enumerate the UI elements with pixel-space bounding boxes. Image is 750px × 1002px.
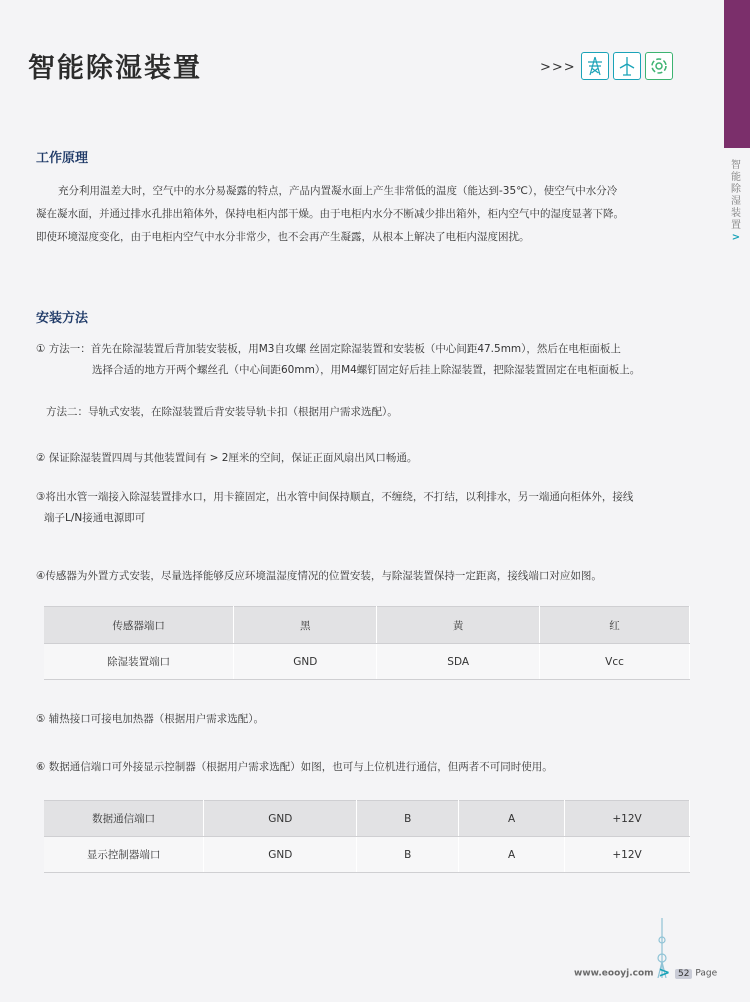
table-cell: GND [204, 837, 357, 873]
table-row [44, 801, 690, 837]
table-cell: +12V [565, 801, 690, 837]
power-tower-icon [581, 52, 609, 80]
circular-arrows-icon [645, 52, 673, 80]
table-cell: 除湿装置端口 [44, 644, 234, 680]
footer-arrow-icon: > [658, 965, 671, 981]
sensor-port-table [44, 606, 690, 680]
table-cell: SDA [377, 644, 540, 680]
table-row [44, 837, 690, 873]
principle-paragraph [36, 180, 716, 249]
install-item-1-line-2: 选择合适的地方开两个螺丝孔（中心间距60mm），用M4螺钉固定好后挂上除湿装置，把除湿装置固定在电柜面板上。 [92, 364, 641, 376]
principle-line-2: 凝在凝水面，并通过排水孔排出箱体外，保持电柜内部干燥。由于电柜内水分不断减少排出箱外，柜内空气中的湿度显著下降。 [36, 208, 624, 220]
page-number: 52 [675, 969, 692, 979]
table-row [44, 644, 690, 680]
table-cell: GND [204, 801, 357, 837]
side-color-tab [724, 0, 750, 148]
side-arrow-icon: > [731, 232, 741, 243]
install-item-1b: 方法二：导轨式安装，在除湿装置后背安装导轨卡扣（根据用户需求选配）。 [46, 406, 398, 418]
table-cell: +12V [565, 837, 690, 873]
table-cell: 黄 [377, 607, 540, 644]
title-icon-group [581, 52, 673, 80]
table-cell: GND [234, 644, 377, 680]
section-heading-principle: 工作原理 [36, 151, 89, 166]
install-item-4: ④传感器为外置方式安装，尽量选择能够反应环境温湿度情况的位置安装，与除湿装置保持一定距离，接线端口对应如图。 [36, 570, 602, 582]
title-arrows: >>> [540, 60, 576, 75]
principle-line-3: 即使环境湿度变化，由于电柜内空气中水分非常少，也不会再产生凝露，从根本上解决了电柜内湿度困扰。 [36, 231, 530, 243]
install-item-3-line-1: ③将出水管一端接入除湿装置排水口，用卡箍固定，出水管中间保持顺直，不缠绕，不打结，以利排水，另一端通向柜体外，接线 [36, 491, 634, 503]
page-word: Page [695, 968, 718, 979]
comm-port-table [44, 800, 690, 873]
table-cell: A [459, 837, 565, 873]
table-cell: Vcc [540, 644, 690, 680]
principle-line-1: 充分利用温差大时，空气中的水分易凝露的特点，产品内置凝水面上产生非常低的温度（能达到-35℃），使空气中水分冷 [58, 185, 618, 197]
install-item-6: ⑥ 数据通信端口可外接显示控制器（根据用户需求选配）如图，也可与上位机进行通信，但两者不可同时使用。 [36, 761, 553, 773]
table-cell: B [357, 801, 459, 837]
table-cell: 传感器端口 [44, 607, 234, 644]
side-section-label [730, 160, 742, 244]
table-cell: 红 [540, 607, 690, 644]
section-heading-install: 安装方法 [36, 311, 89, 326]
table-cell: B [357, 837, 459, 873]
page-footer [574, 965, 717, 981]
side-label-text: 智能除湿装置 [731, 160, 741, 231]
footer-url[interactable]: www.eooyj.com [574, 968, 654, 979]
page-title: 智能除湿装置 [28, 53, 202, 84]
table-cell: 显示控制器端口 [44, 837, 204, 873]
wind-turbine-icon [613, 52, 641, 80]
table-cell: A [459, 801, 565, 837]
table-cell: 数据通信端口 [44, 801, 204, 837]
install-item-2: ② 保证除湿装置四周与其他装置间有 > 2厘米的空间，保证正面风扇出风口畅通。 [36, 452, 418, 464]
table-row [44, 607, 690, 644]
install-item-5: ⑤ 辅热接口可接电加热器（根据用户需求选配）。 [36, 713, 264, 725]
table-cell: 黑 [234, 607, 377, 644]
install-item-1-line-1: ① 方法一：首先在除湿装置后背加装安装板，用M3自攻螺 丝固定除湿装置和安装板（中心间距47.5mm），然后在电柜面板上 [36, 343, 621, 355]
install-item-3-line-2: 端子L/N接通电源即可 [44, 512, 146, 524]
